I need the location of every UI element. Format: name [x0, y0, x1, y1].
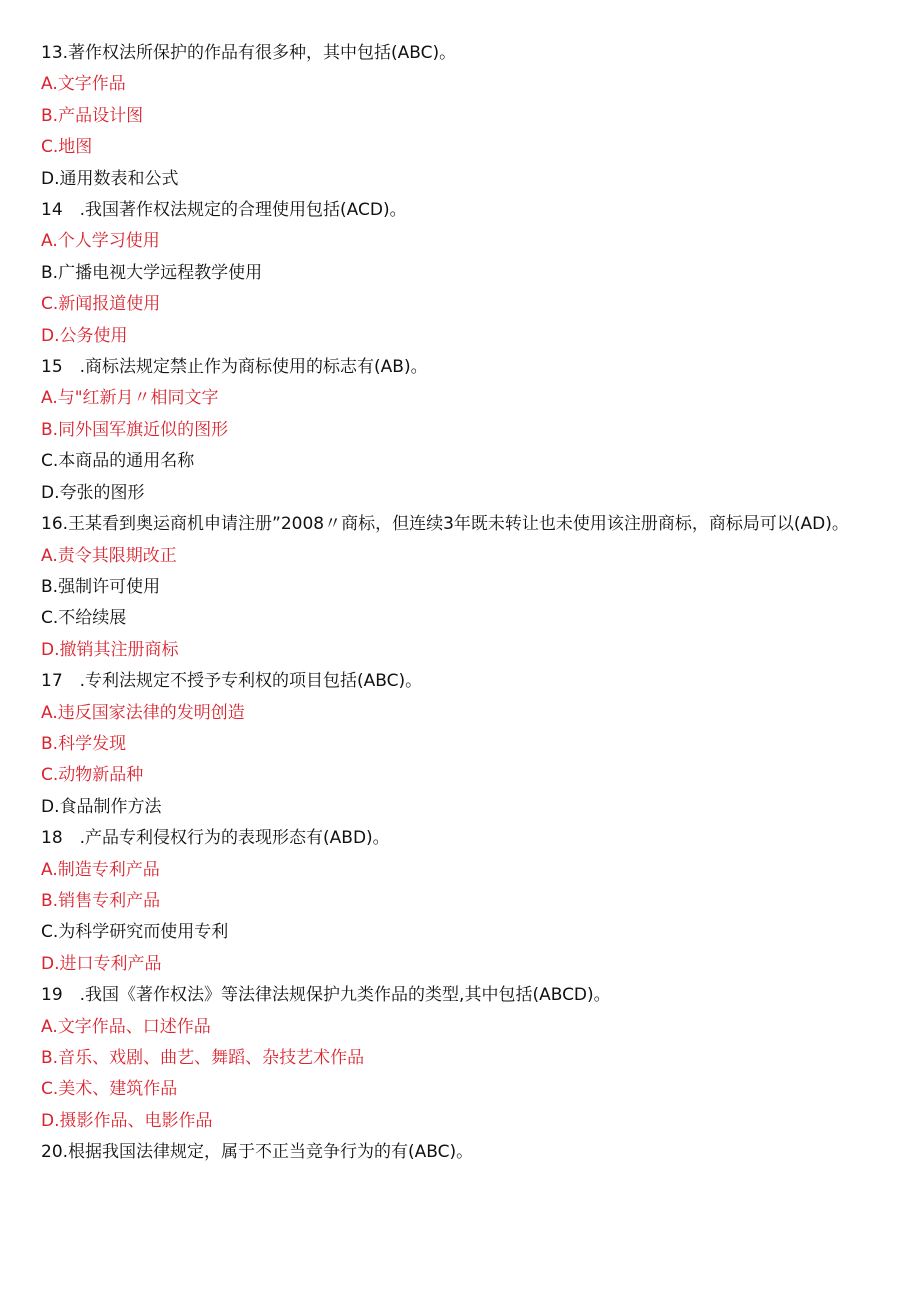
option-16-a: A.责令其限期改正	[41, 545, 177, 566]
option-18-b: B.销售专利产品	[41, 890, 161, 911]
option-16-d: D.撤销其注册商标	[41, 639, 179, 660]
option-13-a: A.文字作品	[41, 74, 126, 95]
option-13-c: C.地图	[41, 137, 93, 158]
option-14-b: B.广播电视大学远程教学使用	[41, 262, 263, 283]
option-14-a: A.个人学习使用	[41, 231, 160, 252]
option-17-b: B.科学发现	[41, 733, 127, 754]
option-16-c: C.不给续展	[41, 608, 127, 629]
question-list	[41, 38, 871, 1169]
option-19-c: C.美术、建筑作品	[41, 1079, 178, 1100]
option-15-d: D.夸张的图形	[41, 482, 145, 503]
option-18-c: C.为科学研究而使用专利	[41, 922, 229, 943]
option-14-d: D.公务使用	[41, 325, 128, 346]
option-13-b: B.产品设计图	[41, 105, 144, 126]
question-15: 15 .商标法规定禁止作为商标使用的标志有(AB)。	[41, 357, 428, 378]
option-15-a: A.与"红新月〃相同文字	[41, 388, 219, 409]
option-19-b: B.音乐、戏剧、曲艺、舞蹈、杂技艺术作品	[41, 1048, 365, 1068]
question-17: 17 .专利法规定不授予专利权的项目包括(ABC)。	[41, 671, 423, 692]
option-19-d: D.摄影作品、电影作品	[41, 1110, 213, 1131]
option-17-a: A.违反国家法律的发明创造	[41, 702, 245, 723]
option-17-c: C.动物新品种	[41, 765, 144, 786]
question-19: 19 .我国《著作权法》等法律法规保护九类作品的类型,其中包括(ABCD)。	[41, 985, 611, 1006]
option-18-a: A.制造专利产品	[41, 859, 160, 880]
option-13-d: D.通用数表和公式	[41, 168, 179, 189]
option-19-a: A.文字作品、口述作品	[41, 1016, 211, 1037]
question-16: 16.王某看到奥运商机申请注册”2008〃商标，但连续3年既未转让也未使用该注册商标，商标局可以(AD)。	[41, 514, 849, 535]
option-17-d: D.食品制作方法	[41, 796, 162, 817]
question-20: 20.根据我国法律规定，属于不正当竞争行为的有(ABC)。	[41, 1142, 474, 1163]
option-14-c: C.新闻报道使用	[41, 294, 161, 315]
option-15-b: B.同外国军旗近似的图形	[41, 419, 229, 440]
question-14: 14 .我国著作权法规定的合理使用包括(ACD)。	[41, 200, 407, 221]
option-16-b: B.强制许可使用	[41, 576, 161, 597]
question-18: 18 .产品专利侵权行为的表现形态有(ABD)。	[41, 828, 390, 849]
question-13: 13.著作权法所保护的作品有很多种，其中包括(ABC)。	[41, 43, 457, 63]
option-18-d: D.进口专利产品	[41, 953, 162, 974]
option-15-c: C.本商品的通用名称	[41, 451, 195, 472]
